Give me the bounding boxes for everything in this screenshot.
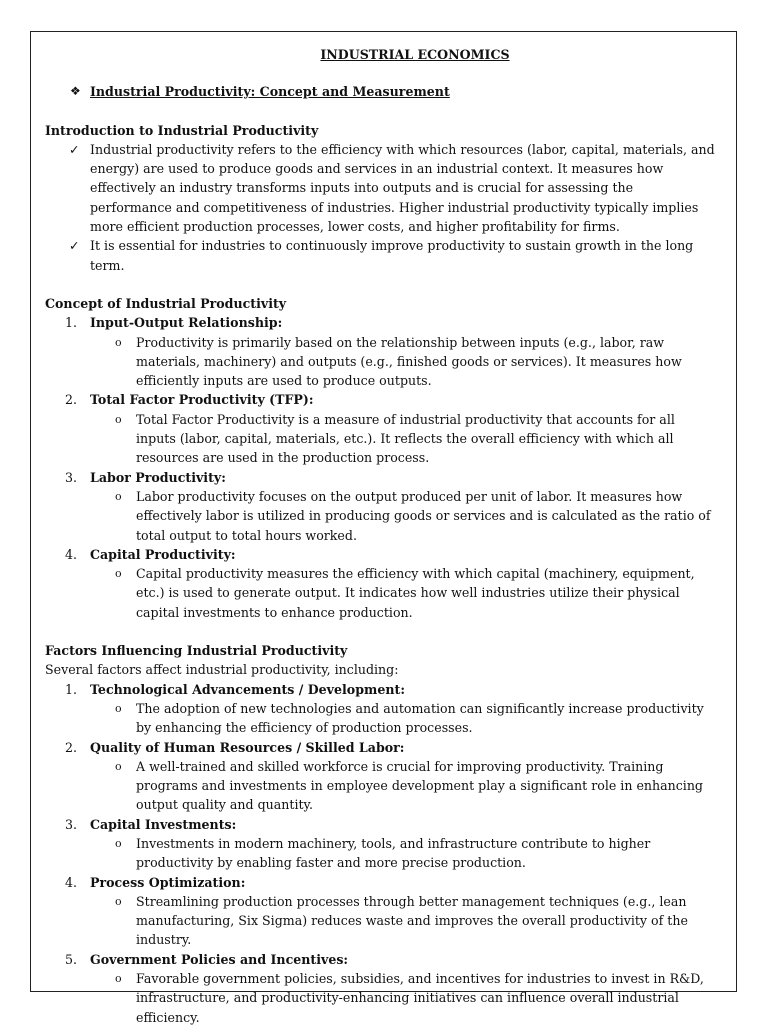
checkmark-icon: ✓ <box>69 238 80 254</box>
list-item-label: Capital Investments: <box>90 816 237 832</box>
list-item-text: Total Factor Productivity is a measure of industrial productivity that accounts for all inputs (labor, capital, materials, etc.). It reflects the overall efficiency with which all resources are used in the production process. <box>136 411 675 466</box>
list-item-label: Technological Advancements / Development: <box>90 681 405 697</box>
circle-bullet-icon: o <box>115 972 122 986</box>
list-item-label: Process Optimization: <box>90 874 246 890</box>
list-number: 4. <box>65 546 78 562</box>
circle-bullet-icon: o <box>115 335 122 349</box>
section-heading-concept: Concept of Industrial Productivity <box>45 295 287 311</box>
list-number: 5. <box>65 951 78 967</box>
list-item <box>45 738 725 815</box>
document-body <box>45 45 725 1027</box>
list-number: 3. <box>65 469 78 485</box>
list-item <box>45 545 725 622</box>
list-item <box>45 815 725 873</box>
list-item-text: Investments in modern machinery, tools, and infrastructure contribute to higher productivity by enabling faster and more precise production. <box>136 835 651 871</box>
factors-list <box>45 680 725 1027</box>
list-item-text: Streamlining production processes through better management techniques (e.g., lean manufacturing, Six Sigma) reduces waste and improves the overall productivity of the industry. <box>136 893 688 948</box>
section-heading-factors: Factors Influencing Industrial Productivity <box>45 643 348 659</box>
list-item-label: Input-Output Relationship: <box>90 315 283 331</box>
checkmark-icon: ✓ <box>69 141 80 157</box>
list-item-text: Productivity is primarily based on the relationship between inputs (e.g., labor, raw materials, machinery) and outputs (e.g., finished goods or services). It measures how efficiently inputs are used to produce outputs. <box>136 334 682 389</box>
list-number: 2. <box>65 392 78 408</box>
list-item <box>45 236 725 275</box>
list-number: 1. <box>65 315 78 331</box>
circle-bullet-icon: o <box>115 759 122 773</box>
list-item <box>45 390 725 467</box>
circle-bullet-icon: o <box>115 894 122 908</box>
list-item-label: Total Factor Productivity (TFP): <box>90 392 314 408</box>
list-item <box>45 140 725 236</box>
document-title: INDUSTRIAL ECONOMICS <box>320 47 510 62</box>
list-item-label: Government Policies and Incentives: <box>90 951 349 967</box>
list-item <box>45 950 725 1027</box>
circle-bullet-icon: o <box>115 489 122 503</box>
list-item-text: Labor productivity focuses on the output produced per unit of labor. It measures how effectively labor is utilized in producing goods or services and is calculated as the ratio of total output to total hours worked. <box>136 488 711 543</box>
circle-bullet-icon: o <box>115 836 122 850</box>
list-item-text: It is essential for industries to continuously improve productivity to sustain growth in the long term. <box>90 238 694 273</box>
list-number: 1. <box>65 681 78 697</box>
circle-bullet-icon: o <box>115 567 122 581</box>
circle-bullet-icon: o <box>115 701 122 715</box>
list-item-label: Capital Productivity: <box>90 546 236 562</box>
list-number: 3. <box>65 816 78 832</box>
concept-list <box>45 313 725 622</box>
list-item <box>45 873 725 950</box>
circle-bullet-icon: o <box>115 412 122 426</box>
document-subtitle: Industrial Productivity: Concept and Measurement <box>90 84 450 100</box>
list-item-text: A well-trained and skilled workforce is crucial for improving productivity. Training programs and investments in employee development play a significant role in enhancing output quality and quantity. <box>136 758 703 813</box>
list-item-text: Favorable government policies, subsidies, and incentives for industries to invest in R&D, infrastructure, and productivity-enhancing initiatives can influence overall industrial efficiency. <box>136 971 704 1025</box>
list-item <box>45 680 725 738</box>
list-item-label: Labor Productivity: <box>90 469 226 485</box>
list-item <box>45 313 725 390</box>
list-item-text: The adoption of new technologies and automation can significantly increase productivity by enhancing the efficiency of production processes. <box>136 700 704 736</box>
subtitle-row <box>45 82 725 101</box>
list-item-text: Industrial productivity refers to the efficiency with which resources (labor, capital, materials, and energy) are used to produce goods and services in an industrial context. It measures how effectively an industry transforms inputs into outputs and is crucial for assessing the performance and competitiveness of industries. Higher industrial productivity typically implies more efficient production processes, lower costs, and higher profitability for firms. <box>90 141 715 235</box>
list-item-label: Quality of Human Resources / Skilled Labor: <box>90 739 405 755</box>
list-item <box>45 468 725 545</box>
section-heading-introduction: Introduction to Industrial Productivity <box>45 122 319 138</box>
list-number: 4. <box>65 874 78 890</box>
list-item-text: Capital productivity measures the efficiency with which capital (machinery, equipment, etc.) is used to generate output. It indicates how well industries utilize their physical capital investments to enhance production. <box>136 566 695 620</box>
diamond-bullet-icon: ❖ <box>70 84 81 99</box>
factors-intro-text: Several factors affect industrial productivity, including: <box>45 662 399 678</box>
intro-checklist <box>45 140 725 275</box>
list-number: 2. <box>65 739 78 755</box>
